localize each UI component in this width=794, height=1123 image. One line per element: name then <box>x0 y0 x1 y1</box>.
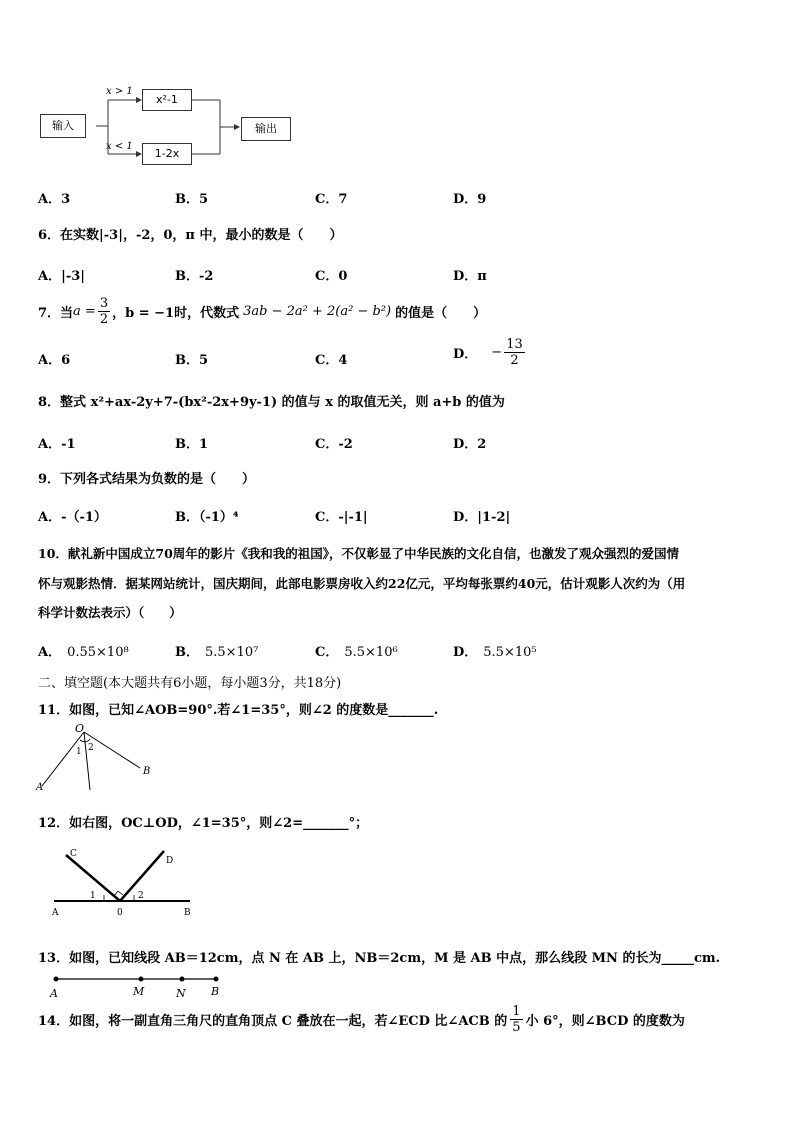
q5-option-b: B．5 <box>175 192 209 207</box>
q10-option-b-value: 5.5×10⁷ <box>205 645 259 660</box>
q10-option-c <box>315 641 398 660</box>
q12-label-o: 0 <box>117 908 123 918</box>
q12-label-c: C <box>70 849 77 859</box>
flowchart-cond-top: x > 1 <box>106 86 133 97</box>
q10-line-1: 10．献礼新中国成立70周年的影片《我和我的祖国》，不仅彰显了中华民族的文化自信，也激发了观众强烈的爱国情 <box>38 546 680 561</box>
q11-label-2: 2 <box>88 743 94 753</box>
q12-label-2: 2 <box>138 891 144 901</box>
q8-option-a: A．-1 <box>38 437 76 452</box>
q10-line-3: 科学计数法表示）（ ） <box>38 605 182 620</box>
q10-option-a-value: 0.55×10⁸ <box>67 645 129 660</box>
q11-label-b: B <box>143 766 151 777</box>
q6-option-c: C．0 <box>315 269 348 284</box>
q8-option-b: B．1 <box>175 437 209 452</box>
q7-a-numerator: 3 <box>99 296 109 311</box>
q13-stem: 13．如图，已知线段 AB＝12cm，点 N 在 AB 上，NB＝2cm，M 是 AB 中点，那么线段 MN 的长为_____cm. <box>38 951 721 966</box>
q11-label-a: A <box>36 782 44 793</box>
q13-label-a: A <box>50 987 58 1000</box>
flowchart-top-box: x²-1 <box>142 89 192 111</box>
q7-option-d-sign: − <box>491 345 503 360</box>
q8-option-c: C．-2 <box>315 437 353 452</box>
q6-option-b: B．-2 <box>175 269 214 284</box>
q13-label-b: B <box>211 985 220 998</box>
q10-option-d-label: D． <box>453 645 478 660</box>
q7-b-part: ，b = −1时，代数式 <box>112 306 240 321</box>
q7-a-eq: a = <box>73 304 96 319</box>
q14-fraction <box>510 1004 522 1035</box>
q7-option-a: A．6 <box>38 353 71 368</box>
q11-figure <box>34 722 164 794</box>
q7-d-denominator: 2 <box>510 353 519 368</box>
q14-suffix: 小 6°，则∠BCD 的度数为 <box>525 1014 685 1029</box>
q5-option-c: C．7 <box>315 192 348 207</box>
q10-option-b <box>175 641 258 660</box>
q5-option-a: A．3 <box>38 192 71 207</box>
flowchart-output-box: 输出 <box>241 117 291 141</box>
q10-line-2: 怀与观影热情．据某网站统计，国庆期间，此部电影票房收入约22亿元，平均每张票约40元，估计观影人次约为（用 <box>38 576 686 591</box>
q7-option-c: C．4 <box>315 353 348 368</box>
q7-suffix: 的值是（ ） <box>395 306 487 321</box>
q10-option-b-label: B． <box>175 645 199 660</box>
q11-stem: 11．如图，已知∠AOB=90°.若∠1=35°，则∠2 的度数是_______. <box>38 703 439 718</box>
q6-stem: 6．在实数|-3|，-2，0，π 中，最小的数是（ ） <box>38 228 343 243</box>
q10-option-d-value: 5.5×10⁵ <box>483 645 537 660</box>
q10-option-c-label: C． <box>315 645 339 660</box>
q6-option-d: D．π <box>453 269 487 284</box>
flowchart-input-box: 输入 <box>40 114 86 138</box>
q14-stem <box>38 1004 685 1035</box>
q7-option-d-fraction <box>504 337 525 368</box>
q8-option-d: D．2 <box>453 437 487 452</box>
q9-option-c: C．-|-1| <box>315 510 368 525</box>
q7-d-numerator: 13 <box>506 337 523 352</box>
q7-expression: 3ab − 2a² + 2(a² − b²) <box>243 304 392 319</box>
q9-stem: 9．下列各式结果为负数的是（ ） <box>38 472 256 487</box>
q14-denominator: 5 <box>512 1020 521 1035</box>
q7-a-denominator: 2 <box>99 312 109 327</box>
q7-stem <box>38 296 486 327</box>
q7-option-d <box>453 337 525 368</box>
q9-option-b: B．（-1）⁴ <box>175 510 239 525</box>
q12-label-b: B <box>184 908 191 918</box>
q12-stem: 12．如右图，OC⊥OD，∠1=35°，则∠2=_______°； <box>38 816 369 831</box>
q12-figure <box>48 845 198 923</box>
flowchart-bottom-box: 1-2x <box>142 143 192 165</box>
q9-option-d: D．|1-2| <box>453 510 511 525</box>
q13-label-n: N <box>176 987 186 1000</box>
q10-option-a <box>38 641 129 660</box>
q7-option-d-label: D． <box>453 347 478 362</box>
q10-option-c-value: 5.5×10⁶ <box>344 645 398 660</box>
q11-label-1: 1 <box>76 747 82 757</box>
q9-option-a: A．-（-1） <box>38 510 107 525</box>
q13-figure <box>44 970 234 1002</box>
q12-label-d: D <box>166 856 174 866</box>
q7-prefix: 7．当 <box>38 306 74 321</box>
q12-label-1: 1 <box>90 891 96 901</box>
q5-option-d: D．9 <box>453 192 487 207</box>
q10-option-d <box>453 641 537 660</box>
q7-a-fraction <box>98 296 110 327</box>
q10-option-a-label: A． <box>38 645 62 660</box>
q8-stem: 8．整式 x²+ax-2y+7-(bx²-2x+9y-1) 的值与 x 的取值无关，则 a+b 的值为 <box>38 395 505 410</box>
q14-numerator: 1 <box>512 1004 521 1019</box>
q14-prefix: 14．如图，将一副直角三角尺的直角顶点 C 叠放在一起，若∠ECD 比∠ACB 的 <box>38 1014 508 1029</box>
q13-label-m: M <box>133 985 145 998</box>
q12-label-a: A <box>52 908 59 918</box>
section-2-title: 二、填空题(本大题共有6小题，每小题3分，共18分) <box>38 676 342 691</box>
q6-option-a: A．|-3| <box>38 269 85 284</box>
flowchart-cond-bottom: x < 1 <box>106 141 133 152</box>
q11-label-o: O <box>75 722 85 735</box>
q7-option-b: B．5 <box>175 353 209 368</box>
